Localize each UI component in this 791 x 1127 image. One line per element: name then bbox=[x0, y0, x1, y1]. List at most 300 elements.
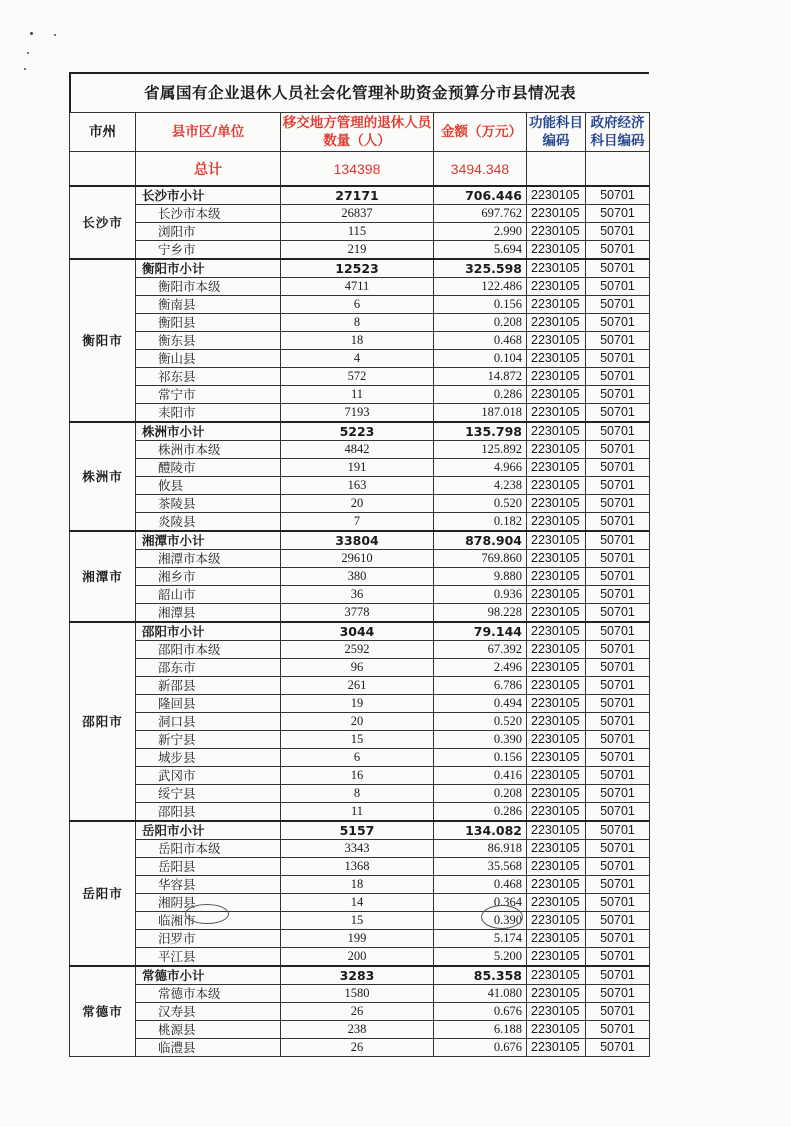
unit-cell: 常宁市 bbox=[136, 386, 281, 404]
amount-cell: 325.598 bbox=[434, 259, 527, 278]
econ-code-cell: 50701 bbox=[586, 840, 650, 858]
unit-cell: 湘潭市小计 bbox=[136, 531, 281, 550]
unit-cell: 湘潭市本级 bbox=[136, 550, 281, 568]
count-cell: 33804 bbox=[281, 531, 434, 550]
econ-code-cell: 50701 bbox=[586, 259, 650, 278]
count-cell: 3044 bbox=[281, 622, 434, 641]
table-row bbox=[70, 223, 650, 241]
func-code-cell: 2230105 bbox=[527, 350, 586, 368]
table-row bbox=[70, 368, 650, 386]
econ-code-cell: 50701 bbox=[586, 459, 650, 477]
count-cell: 5157 bbox=[281, 821, 434, 840]
econ-code-cell: 50701 bbox=[586, 622, 650, 641]
unit-cell: 株洲市本级 bbox=[136, 441, 281, 459]
func-code-cell: 2230105 bbox=[527, 223, 586, 241]
unit-cell: 宁乡市 bbox=[136, 241, 281, 260]
func-code-cell: 2230105 bbox=[527, 731, 586, 749]
unit-cell: 邵阳县 bbox=[136, 803, 281, 822]
econ-code-cell: 50701 bbox=[586, 422, 650, 441]
scan-speck bbox=[30, 32, 33, 35]
econ-code-cell: 50701 bbox=[586, 513, 650, 532]
table-row bbox=[70, 314, 650, 332]
econ-code-cell: 50701 bbox=[586, 930, 650, 948]
amount-cell: 5.694 bbox=[434, 241, 527, 260]
func-code-cell: 2230105 bbox=[527, 930, 586, 948]
count-cell: 8 bbox=[281, 785, 434, 803]
count-cell: 4 bbox=[281, 350, 434, 368]
unit-cell: 衡山县 bbox=[136, 350, 281, 368]
econ-code-cell: 50701 bbox=[586, 568, 650, 586]
econ-code-cell: 50701 bbox=[586, 894, 650, 912]
unit-cell: 新宁县 bbox=[136, 731, 281, 749]
func-code-cell: 2230105 bbox=[527, 368, 586, 386]
func-code-cell: 2230105 bbox=[527, 1021, 586, 1039]
econ-code-cell: 50701 bbox=[586, 223, 650, 241]
unit-cell: 湘潭县 bbox=[136, 604, 281, 623]
table-row bbox=[70, 930, 650, 948]
table-row bbox=[70, 278, 650, 296]
table-row bbox=[70, 785, 650, 803]
count-cell: 115 bbox=[281, 223, 434, 241]
city-group bbox=[70, 622, 650, 821]
city-group bbox=[70, 422, 650, 531]
amount-cell: 86.918 bbox=[434, 840, 527, 858]
count-cell: 20 bbox=[281, 495, 434, 513]
amount-cell: 4.966 bbox=[434, 459, 527, 477]
amount-cell: 0.182 bbox=[434, 513, 527, 532]
count-cell: 26 bbox=[281, 1003, 434, 1021]
unit-cell: 衡南县 bbox=[136, 296, 281, 314]
econ-code-cell: 50701 bbox=[586, 641, 650, 659]
unit-cell: 常德市本级 bbox=[136, 985, 281, 1003]
unit-cell: 岳阳市小计 bbox=[136, 821, 281, 840]
func-code-cell: 2230105 bbox=[527, 241, 586, 260]
table-row bbox=[70, 513, 650, 532]
econ-code-cell: 50701 bbox=[586, 386, 650, 404]
amount-cell: 0.520 bbox=[434, 713, 527, 731]
func-code-cell: 2230105 bbox=[527, 948, 586, 967]
budget-sheet bbox=[69, 72, 649, 1057]
amount-cell: 0.286 bbox=[434, 386, 527, 404]
table-row bbox=[70, 948, 650, 967]
func-code-cell: 2230105 bbox=[527, 677, 586, 695]
table-row bbox=[70, 894, 650, 912]
func-code-cell: 2230105 bbox=[527, 659, 586, 677]
func-code-cell: 2230105 bbox=[527, 767, 586, 785]
func-code-cell: 2230105 bbox=[527, 1039, 586, 1057]
func-code-cell: 2230105 bbox=[527, 205, 586, 223]
count-cell: 200 bbox=[281, 948, 434, 967]
city-cell: 株洲市 bbox=[70, 422, 136, 531]
count-cell: 18 bbox=[281, 332, 434, 350]
amount-cell: 878.904 bbox=[434, 531, 527, 550]
amount-cell: 0.676 bbox=[434, 1003, 527, 1021]
count-cell: 3343 bbox=[281, 840, 434, 858]
econ-code-cell: 50701 bbox=[586, 477, 650, 495]
func-code-cell: 2230105 bbox=[527, 604, 586, 623]
amount-cell: 2.496 bbox=[434, 659, 527, 677]
econ-code-cell: 50701 bbox=[586, 314, 650, 332]
func-code-cell: 2230105 bbox=[527, 568, 586, 586]
amount-cell: 187.018 bbox=[434, 404, 527, 423]
table-row bbox=[70, 677, 650, 695]
amount-cell: 5.174 bbox=[434, 930, 527, 948]
count-cell: 238 bbox=[281, 1021, 434, 1039]
amount-cell: 769.860 bbox=[434, 550, 527, 568]
func-code-cell: 2230105 bbox=[527, 186, 586, 205]
count-cell: 2592 bbox=[281, 641, 434, 659]
func-code-cell: 2230105 bbox=[527, 641, 586, 659]
header-econ-code: 政府经济科目编码 bbox=[586, 113, 650, 152]
count-cell: 12523 bbox=[281, 259, 434, 278]
count-cell: 18 bbox=[281, 876, 434, 894]
econ-code-cell: 50701 bbox=[586, 404, 650, 423]
func-code-cell: 2230105 bbox=[527, 803, 586, 822]
econ-code-cell: 50701 bbox=[586, 350, 650, 368]
unit-cell: 衡阳县 bbox=[136, 314, 281, 332]
econ-code-cell: 50701 bbox=[586, 531, 650, 550]
unit-cell: 临湘市 bbox=[136, 912, 281, 930]
table-row bbox=[70, 749, 650, 767]
count-cell: 1368 bbox=[281, 858, 434, 876]
table-row bbox=[70, 477, 650, 495]
func-code-cell: 2230105 bbox=[527, 259, 586, 278]
unit-cell: 攸县 bbox=[136, 477, 281, 495]
pen-circle-mark bbox=[481, 905, 523, 929]
func-code-cell: 2230105 bbox=[527, 441, 586, 459]
count-cell: 6 bbox=[281, 749, 434, 767]
func-code-cell: 2230105 bbox=[527, 550, 586, 568]
scan-speck bbox=[54, 34, 56, 36]
func-code-cell: 2230105 bbox=[527, 785, 586, 803]
total-blank bbox=[527, 152, 586, 187]
table-row bbox=[70, 1003, 650, 1021]
table-row bbox=[70, 713, 650, 731]
econ-code-cell: 50701 bbox=[586, 695, 650, 713]
econ-code-cell: 50701 bbox=[586, 948, 650, 967]
econ-code-cell: 50701 bbox=[586, 966, 650, 985]
table-row bbox=[70, 858, 650, 876]
count-cell: 4711 bbox=[281, 278, 434, 296]
econ-code-cell: 50701 bbox=[586, 821, 650, 840]
subtotal-row bbox=[70, 622, 650, 641]
city-cell: 岳阳市 bbox=[70, 821, 136, 966]
econ-code-cell: 50701 bbox=[586, 495, 650, 513]
count-cell: 3778 bbox=[281, 604, 434, 623]
unit-cell: 武冈市 bbox=[136, 767, 281, 785]
count-cell: 15 bbox=[281, 912, 434, 930]
budget-table bbox=[69, 112, 650, 1057]
econ-code-cell: 50701 bbox=[586, 241, 650, 260]
table-row bbox=[70, 803, 650, 822]
func-code-cell: 2230105 bbox=[527, 876, 586, 894]
func-code-cell: 2230105 bbox=[527, 314, 586, 332]
econ-code-cell: 50701 bbox=[586, 186, 650, 205]
amount-cell: 6.786 bbox=[434, 677, 527, 695]
count-cell: 4842 bbox=[281, 441, 434, 459]
amount-cell: 697.762 bbox=[434, 205, 527, 223]
amount-cell: 122.486 bbox=[434, 278, 527, 296]
func-code-cell: 2230105 bbox=[527, 296, 586, 314]
amount-cell: 41.080 bbox=[434, 985, 527, 1003]
subtotal-row bbox=[70, 422, 650, 441]
func-code-cell: 2230105 bbox=[527, 278, 586, 296]
func-code-cell: 2230105 bbox=[527, 821, 586, 840]
count-cell: 11 bbox=[281, 803, 434, 822]
func-code-cell: 2230105 bbox=[527, 531, 586, 550]
subtotal-row bbox=[70, 186, 650, 205]
unit-cell: 桃源县 bbox=[136, 1021, 281, 1039]
amount-cell: 35.568 bbox=[434, 858, 527, 876]
count-cell: 8 bbox=[281, 314, 434, 332]
table-row bbox=[70, 386, 650, 404]
table-row bbox=[70, 1021, 650, 1039]
count-cell: 219 bbox=[281, 241, 434, 260]
econ-code-cell: 50701 bbox=[586, 1003, 650, 1021]
unit-cell: 城步县 bbox=[136, 749, 281, 767]
subtotal-row bbox=[70, 821, 650, 840]
unit-cell: 临澧县 bbox=[136, 1039, 281, 1057]
econ-code-cell: 50701 bbox=[586, 604, 650, 623]
city-group bbox=[70, 821, 650, 966]
func-code-cell: 2230105 bbox=[527, 749, 586, 767]
unit-cell: 湘乡市 bbox=[136, 568, 281, 586]
amount-cell: 0.676 bbox=[434, 1039, 527, 1057]
total-count: 134398 bbox=[281, 152, 434, 187]
amount-cell: 0.494 bbox=[434, 695, 527, 713]
func-code-cell: 2230105 bbox=[527, 912, 586, 930]
total-row bbox=[70, 152, 650, 187]
unit-cell: 茶陵县 bbox=[136, 495, 281, 513]
func-code-cell: 2230105 bbox=[527, 422, 586, 441]
func-code-cell: 2230105 bbox=[527, 840, 586, 858]
amount-cell: 0.208 bbox=[434, 314, 527, 332]
amount-cell: 134.082 bbox=[434, 821, 527, 840]
unit-cell: 汨罗市 bbox=[136, 930, 281, 948]
unit-cell: 祁东县 bbox=[136, 368, 281, 386]
table-row bbox=[70, 350, 650, 368]
econ-code-cell: 50701 bbox=[586, 985, 650, 1003]
header-unit: 县市区/单位 bbox=[136, 113, 281, 152]
table-row bbox=[70, 641, 650, 659]
table-row bbox=[70, 568, 650, 586]
count-cell: 29610 bbox=[281, 550, 434, 568]
unit-cell: 衡东县 bbox=[136, 332, 281, 350]
econ-code-cell: 50701 bbox=[586, 858, 650, 876]
func-code-cell: 2230105 bbox=[527, 1003, 586, 1021]
count-cell: 163 bbox=[281, 477, 434, 495]
table-row bbox=[70, 205, 650, 223]
table-row bbox=[70, 586, 650, 604]
scan-speck bbox=[27, 52, 29, 54]
func-code-cell: 2230105 bbox=[527, 858, 586, 876]
econ-code-cell: 50701 bbox=[586, 205, 650, 223]
econ-code-cell: 50701 bbox=[586, 278, 650, 296]
pen-circle-mark bbox=[185, 904, 229, 924]
total-blank bbox=[70, 152, 136, 187]
amount-cell: 0.390 bbox=[434, 912, 527, 930]
unit-cell: 绥宁县 bbox=[136, 785, 281, 803]
amount-cell: 79.144 bbox=[434, 622, 527, 641]
table-row bbox=[70, 459, 650, 477]
econ-code-cell: 50701 bbox=[586, 785, 650, 803]
func-code-cell: 2230105 bbox=[527, 386, 586, 404]
econ-code-cell: 50701 bbox=[586, 586, 650, 604]
total-section bbox=[70, 152, 650, 187]
unit-cell: 华容县 bbox=[136, 876, 281, 894]
func-code-cell: 2230105 bbox=[527, 695, 586, 713]
func-code-cell: 2230105 bbox=[527, 477, 586, 495]
econ-code-cell: 50701 bbox=[586, 332, 650, 350]
unit-cell: 邵阳市小计 bbox=[136, 622, 281, 641]
count-cell: 1580 bbox=[281, 985, 434, 1003]
subtotal-row bbox=[70, 966, 650, 985]
subtotal-row bbox=[70, 531, 650, 550]
city-cell: 长沙市 bbox=[70, 186, 136, 259]
count-cell: 191 bbox=[281, 459, 434, 477]
count-cell: 7193 bbox=[281, 404, 434, 423]
unit-cell: 长沙市本级 bbox=[136, 205, 281, 223]
econ-code-cell: 50701 bbox=[586, 1021, 650, 1039]
unit-cell: 炎陵县 bbox=[136, 513, 281, 532]
func-code-cell: 2230105 bbox=[527, 404, 586, 423]
amount-cell: 0.416 bbox=[434, 767, 527, 785]
unit-cell: 株洲市小计 bbox=[136, 422, 281, 441]
scan-speck bbox=[24, 68, 26, 70]
city-group bbox=[70, 531, 650, 622]
unit-cell: 汉寿县 bbox=[136, 1003, 281, 1021]
amount-cell: 0.156 bbox=[434, 749, 527, 767]
func-code-cell: 2230105 bbox=[527, 713, 586, 731]
amount-cell: 0.156 bbox=[434, 296, 527, 314]
amount-cell: 125.892 bbox=[434, 441, 527, 459]
count-cell: 20 bbox=[281, 713, 434, 731]
amount-cell: 0.468 bbox=[434, 876, 527, 894]
unit-cell: 岳阳市本级 bbox=[136, 840, 281, 858]
table-row bbox=[70, 495, 650, 513]
count-cell: 6 bbox=[281, 296, 434, 314]
econ-code-cell: 50701 bbox=[586, 677, 650, 695]
total-amount: 3494.348 bbox=[434, 152, 527, 187]
total-blank bbox=[586, 152, 650, 187]
func-code-cell: 2230105 bbox=[527, 495, 586, 513]
table-row bbox=[70, 604, 650, 623]
count-cell: 380 bbox=[281, 568, 434, 586]
amount-cell: 6.188 bbox=[434, 1021, 527, 1039]
table-row bbox=[70, 912, 650, 930]
amount-cell: 14.872 bbox=[434, 368, 527, 386]
table-row bbox=[70, 767, 650, 785]
econ-code-cell: 50701 bbox=[586, 296, 650, 314]
count-cell: 14 bbox=[281, 894, 434, 912]
func-code-cell: 2230105 bbox=[527, 966, 586, 985]
econ-code-cell: 50701 bbox=[586, 876, 650, 894]
func-code-cell: 2230105 bbox=[527, 459, 586, 477]
unit-cell: 醴陵市 bbox=[136, 459, 281, 477]
unit-cell: 长沙市小计 bbox=[136, 186, 281, 205]
amount-cell: 5.200 bbox=[434, 948, 527, 967]
amount-cell: 4.238 bbox=[434, 477, 527, 495]
count-cell: 36 bbox=[281, 586, 434, 604]
table-row bbox=[70, 241, 650, 260]
table-row bbox=[70, 441, 650, 459]
unit-cell: 浏阳市 bbox=[136, 223, 281, 241]
table-row bbox=[70, 550, 650, 568]
count-cell: 11 bbox=[281, 386, 434, 404]
document-title: 省属国有企业退休人员社会化管理补助资金预算分市县情况表 bbox=[69, 72, 649, 112]
count-cell: 3283 bbox=[281, 966, 434, 985]
table-row bbox=[70, 731, 650, 749]
unit-cell: 邵阳市本级 bbox=[136, 641, 281, 659]
econ-code-cell: 50701 bbox=[586, 731, 650, 749]
header-count: 移交地方管理的退休人员数量（人） bbox=[281, 113, 434, 152]
amount-cell: 0.468 bbox=[434, 332, 527, 350]
amount-cell: 98.228 bbox=[434, 604, 527, 623]
table-row bbox=[70, 659, 650, 677]
econ-code-cell: 50701 bbox=[586, 441, 650, 459]
amount-cell: 9.880 bbox=[434, 568, 527, 586]
count-cell: 19 bbox=[281, 695, 434, 713]
unit-cell: 岳阳县 bbox=[136, 858, 281, 876]
city-cell: 衡阳市 bbox=[70, 259, 136, 422]
econ-code-cell: 50701 bbox=[586, 713, 650, 731]
unit-cell: 平江县 bbox=[136, 948, 281, 967]
table-row bbox=[70, 296, 650, 314]
count-cell: 572 bbox=[281, 368, 434, 386]
amount-cell: 0.286 bbox=[434, 803, 527, 822]
count-cell: 96 bbox=[281, 659, 434, 677]
unit-cell: 常德市小计 bbox=[136, 966, 281, 985]
count-cell: 261 bbox=[281, 677, 434, 695]
econ-code-cell: 50701 bbox=[586, 749, 650, 767]
unit-cell: 衡阳市小计 bbox=[136, 259, 281, 278]
city-group bbox=[70, 259, 650, 422]
city-cell: 常德市 bbox=[70, 966, 136, 1057]
econ-code-cell: 50701 bbox=[586, 659, 650, 677]
table-row bbox=[70, 695, 650, 713]
count-cell: 15 bbox=[281, 731, 434, 749]
table-row bbox=[70, 840, 650, 858]
func-code-cell: 2230105 bbox=[527, 894, 586, 912]
count-cell: 5223 bbox=[281, 422, 434, 441]
econ-code-cell: 50701 bbox=[586, 767, 650, 785]
header-city: 市州 bbox=[70, 113, 136, 152]
count-cell: 27171 bbox=[281, 186, 434, 205]
amount-cell: 0.936 bbox=[434, 586, 527, 604]
header-amount: 金额（万元） bbox=[434, 113, 527, 152]
amount-cell: 85.358 bbox=[434, 966, 527, 985]
table-row bbox=[70, 876, 650, 894]
table-row bbox=[70, 332, 650, 350]
table-row bbox=[70, 404, 650, 423]
func-code-cell: 2230105 bbox=[527, 513, 586, 532]
unit-cell: 韶山市 bbox=[136, 586, 281, 604]
unit-cell: 耒阳市 bbox=[136, 404, 281, 423]
header-func-code: 功能科目编码 bbox=[527, 113, 586, 152]
econ-code-cell: 50701 bbox=[586, 550, 650, 568]
table-row bbox=[70, 1039, 650, 1057]
city-cell: 邵阳市 bbox=[70, 622, 136, 821]
func-code-cell: 2230105 bbox=[527, 622, 586, 641]
total-label: 总计 bbox=[136, 152, 281, 187]
unit-cell: 洞口县 bbox=[136, 713, 281, 731]
amount-cell: 0.104 bbox=[434, 350, 527, 368]
city-group bbox=[70, 186, 650, 259]
amount-cell: 0.520 bbox=[434, 495, 527, 513]
econ-code-cell: 50701 bbox=[586, 803, 650, 822]
count-cell: 199 bbox=[281, 930, 434, 948]
unit-cell: 新邵县 bbox=[136, 677, 281, 695]
